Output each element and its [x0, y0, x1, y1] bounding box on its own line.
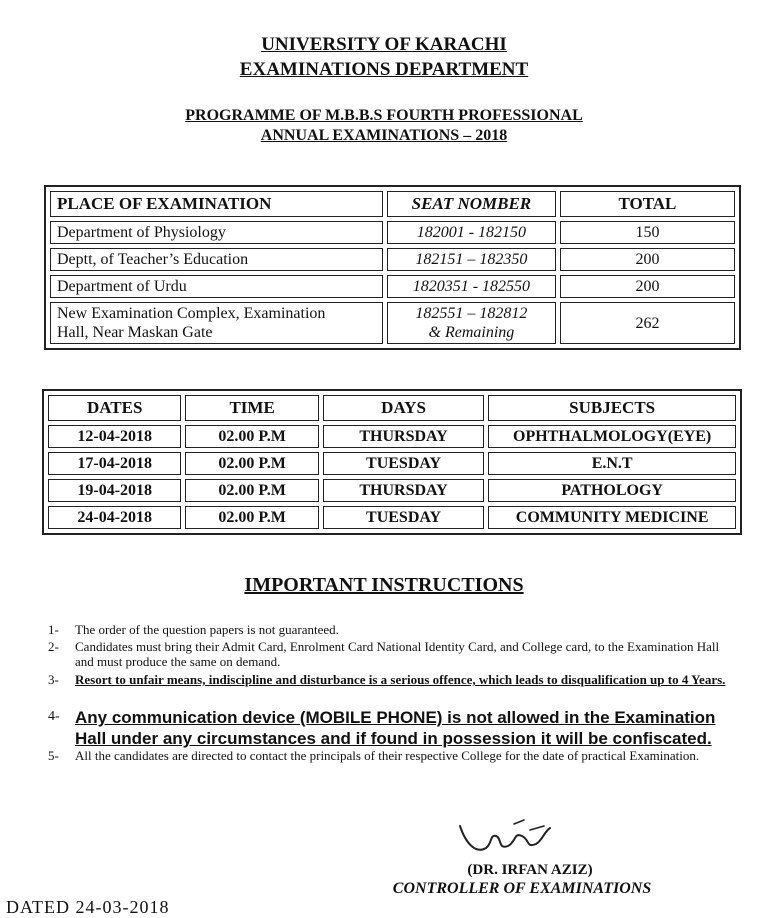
- table-header-row: [50, 191, 735, 217]
- total-cell: 262: [560, 302, 735, 344]
- place-cell: Department of Urdu: [50, 275, 383, 298]
- instruction-item: [48, 622, 728, 637]
- time-cell: 02.00 P.M: [185, 479, 318, 502]
- date-cell: 17-04-2018: [48, 452, 181, 475]
- instruction-text: All the candidates are directed to contact the principals of their respective College for the date of practical Examination.: [75, 748, 700, 763]
- instruction-text: Candidates must bring their Admit Card, Enrolment Card National Identity Card, and College card, to the Examination Hall and must produce the same on demand.: [75, 639, 720, 669]
- seat-line: & Remaining: [428, 324, 515, 341]
- table-row: [48, 479, 736, 502]
- table-header-row: [48, 395, 736, 421]
- column-header-subjects: SUBJECTS: [488, 395, 736, 421]
- column-header-place: PLACE OF EXAMINATION: [50, 191, 383, 217]
- seat-line: 182551 – 182812: [415, 305, 528, 322]
- instructions-title: IMPORTANT INSTRUCTIONS: [244, 574, 524, 596]
- instruction-item: [48, 707, 728, 749]
- instruction-item: [48, 639, 728, 669]
- day-cell: TUESDAY: [323, 452, 484, 475]
- day-cell: TUESDAY: [323, 506, 484, 529]
- time-cell: 02.00 P.M: [185, 452, 318, 475]
- controller-name: (DR. IRFAN AZIZ): [467, 862, 593, 878]
- instruction-number: 2-: [48, 639, 59, 654]
- place-line: Hall, Near Maskan Gate: [57, 324, 213, 341]
- place-cell: Department of Physiology: [50, 221, 383, 244]
- total-cell: 200: [560, 248, 735, 271]
- subject-cell: PATHOLOGY: [488, 479, 736, 502]
- dated-line: DATED 24-03-2018: [6, 897, 170, 917]
- column-header-seat: SEAT NOMBER: [387, 191, 556, 217]
- table-row: [48, 452, 736, 475]
- instruction-item: [48, 672, 728, 687]
- table-row: [48, 425, 736, 448]
- place-line: New Examination Complex, Examination: [57, 305, 326, 322]
- university-title: UNIVERSITY OF KARACHI: [261, 34, 507, 55]
- programme-title: PROGRAMME OF M.B.B.S FOURTH PROFESSIONAL: [185, 107, 583, 124]
- instruction-text: Resort to unfair means, indiscipline and disturbance is a serious offence, which leads to disqualification up to 4 Years.: [75, 672, 726, 687]
- column-header-dates: DATES: [48, 395, 181, 421]
- table-row: [50, 275, 735, 298]
- table-row: [50, 248, 735, 271]
- signature-graphic: [452, 814, 562, 862]
- instruction-number: 5-: [48, 748, 59, 763]
- subject-cell: OPHTHALMOLOGY(EYE): [488, 425, 736, 448]
- instruction-number: 1-: [48, 622, 59, 637]
- seat-cell: 182001 - 182150: [387, 221, 556, 244]
- place-cell: Deptt, of Teacher’s Education: [50, 248, 383, 271]
- date-cell: 24-04-2018: [48, 506, 181, 529]
- day-cell: THURSDAY: [323, 425, 484, 448]
- instruction-number: 4-: [48, 709, 60, 724]
- total-cell: 150: [560, 221, 735, 244]
- total-cell: 200: [560, 275, 735, 298]
- time-cell: 02.00 P.M: [185, 425, 318, 448]
- controller-title: CONTROLLER OF EXAMINATIONS: [392, 880, 652, 897]
- day-cell: THURSDAY: [323, 479, 484, 502]
- date-cell: 12-04-2018: [48, 425, 181, 448]
- examination-places-table: [44, 185, 741, 350]
- subject-cell: COMMUNITY MEDICINE: [488, 506, 736, 529]
- department-title: EXAMINATIONS DEPARTMENT: [239, 59, 529, 80]
- time-cell: 02.00 P.M: [185, 506, 318, 529]
- instruction-number: 3-: [48, 672, 59, 687]
- table-row: [50, 221, 735, 244]
- subject-cell: E.N.T: [488, 452, 736, 475]
- column-header-total: TOTAL: [560, 191, 735, 217]
- date-cell: 19-04-2018: [48, 479, 181, 502]
- instruction-text: Any communication device (MOBILE PHONE) is not allowed in the Examination Hall under any circumstances and if found in possession it will be confiscated.: [75, 708, 716, 748]
- instruction-item: [48, 748, 728, 763]
- seat-cell: 182151 – 182350: [387, 248, 556, 271]
- instruction-text: The order of the question papers is not guaranteed.: [75, 622, 339, 637]
- seat-cell: 1820351 - 182550: [387, 275, 556, 298]
- place-cell: [50, 302, 383, 344]
- seat-cell: [387, 302, 556, 344]
- column-header-time: TIME: [185, 395, 318, 421]
- programme-subtitle: ANNUAL EXAMINATIONS – 2018: [260, 127, 508, 144]
- exam-schedule-table: [42, 389, 742, 535]
- table-row: [48, 506, 736, 529]
- table-row: [50, 302, 735, 344]
- column-header-days: DAYS: [323, 395, 484, 421]
